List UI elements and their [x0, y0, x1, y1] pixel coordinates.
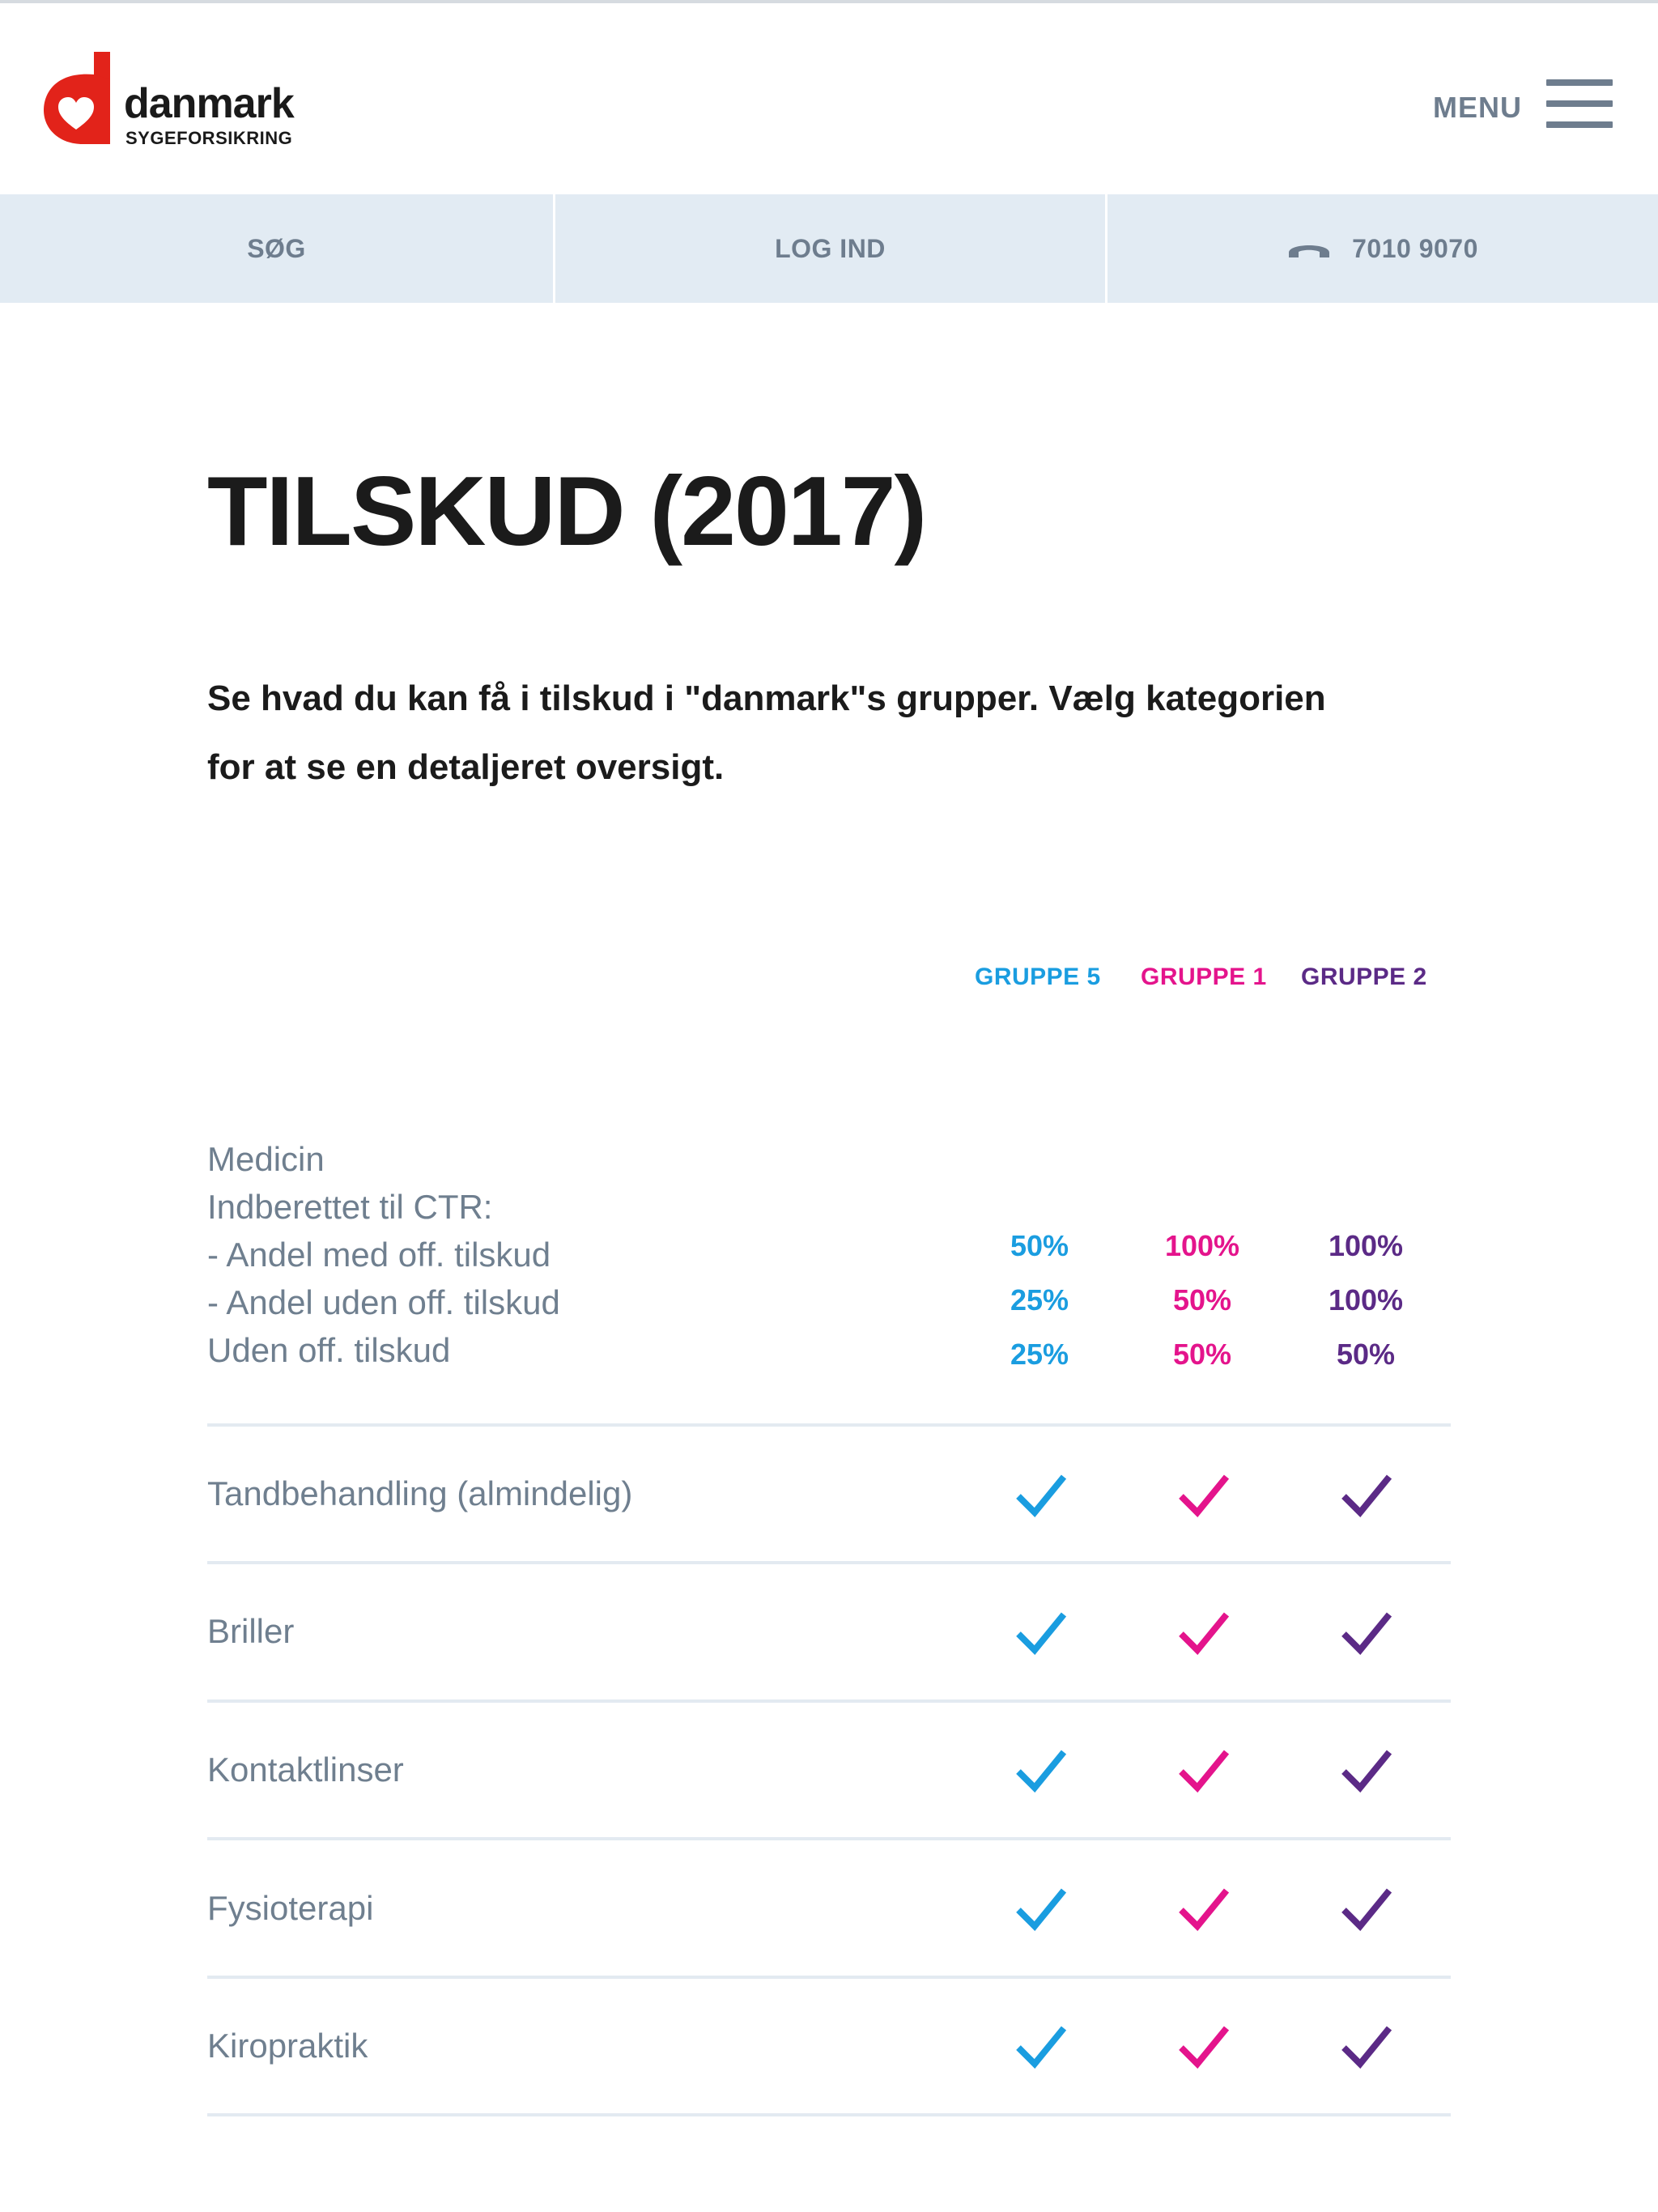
medicin-value: 25%: [1010, 1338, 1069, 1371]
row-divider: [207, 1699, 1451, 1703]
utility-bar: [0, 194, 1658, 303]
checkmark-icon: [1339, 1884, 1394, 1933]
medicin-value: 100%: [1328, 1229, 1404, 1262]
checkmark-icon: [1014, 1608, 1069, 1657]
checkmark-icon: [1339, 1470, 1394, 1519]
logo-wordmark: danmark: [124, 80, 294, 127]
logo-subtitle: SYGEFORSIKRING: [125, 128, 293, 148]
heart-d-logo-icon: [40, 52, 118, 147]
checkmark-icon: [1176, 2022, 1231, 2070]
hamburger-icon: [1546, 79, 1613, 128]
intro-text: Se hvad du kan få i tilskud i "danmark"s grupper. Vælg kategorien for at se en detaljeret oversigt.: [207, 678, 1326, 787]
medicin-value: 50%: [1010, 1229, 1069, 1262]
medicin-value: 100%: [1164, 1229, 1240, 1262]
checkmark-icon: [1176, 1470, 1231, 1519]
danmark-logo[interactable]: [40, 52, 308, 157]
checkmark-icon: [1176, 1608, 1231, 1657]
row-label-tandbehandling[interactable]: Tandbehandling (almindelig): [207, 1474, 633, 1512]
search-label: SØG: [247, 233, 306, 263]
search-button[interactable]: [0, 194, 553, 303]
checkmark-icon: [1339, 1608, 1394, 1657]
checkmark-icon: [1176, 1884, 1231, 1933]
menu-button[interactable]: [1425, 76, 1619, 133]
row-divider: [207, 2113, 1451, 2116]
login-label: LOG IND: [775, 233, 886, 263]
phone-icon: [1287, 236, 1331, 261]
column-header-gruppe-2: GRUPPE 2: [1301, 963, 1427, 990]
row-divider: [207, 1423, 1451, 1427]
phone-number: 7010 9070: [1352, 233, 1478, 263]
medicin-description: [207, 1135, 560, 1374]
medicin-line: - Andel uden off. tilskud: [207, 1283, 560, 1321]
checkmark-icon: [1014, 1746, 1069, 1794]
medicin-line: - Andel med off. tilskud: [207, 1236, 551, 1274]
page-title: TILSKUD (2017): [207, 456, 926, 566]
checkmark-icon: [1339, 2022, 1394, 2070]
medicin-line: Indberettet til CTR:: [207, 1188, 493, 1226]
row-label-kontaktlinser[interactable]: Kontaktlinser: [207, 1750, 404, 1789]
checkmark-icon: [1014, 2022, 1069, 2070]
medicin-line: Uden off. tilskud: [207, 1331, 451, 1369]
medicin-value: 25%: [1010, 1283, 1069, 1317]
row-divider: [207, 1837, 1451, 1840]
medicin-value: 50%: [1336, 1338, 1396, 1371]
row-divider: [207, 1561, 1451, 1564]
login-button[interactable]: [555, 194, 1105, 303]
checkmark-icon: [1014, 1470, 1069, 1519]
row-label-fysioterapi[interactable]: Fysioterapi: [207, 1889, 374, 1927]
medicin-value: 100%: [1328, 1283, 1404, 1317]
column-header-gruppe-5: GRUPPE 5: [975, 963, 1101, 990]
row-divider: [207, 1976, 1451, 1979]
row-label-briller[interactable]: Briller: [207, 1612, 295, 1650]
row-label-kiropraktik[interactable]: Kiropraktik: [207, 2027, 368, 2065]
medicin-line: Medicin: [207, 1140, 325, 1178]
menu-label: MENU: [1433, 91, 1522, 124]
checkmark-icon: [1014, 1884, 1069, 1933]
site-header: [0, 3, 1658, 194]
medicin-value: 50%: [1172, 1283, 1232, 1317]
checkmark-icon: [1176, 1746, 1231, 1794]
column-header-gruppe-1: GRUPPE 1: [1141, 963, 1267, 990]
medicin-value: 50%: [1172, 1338, 1232, 1371]
phone-link[interactable]: [1107, 194, 1658, 303]
checkmark-icon: [1339, 1746, 1394, 1794]
